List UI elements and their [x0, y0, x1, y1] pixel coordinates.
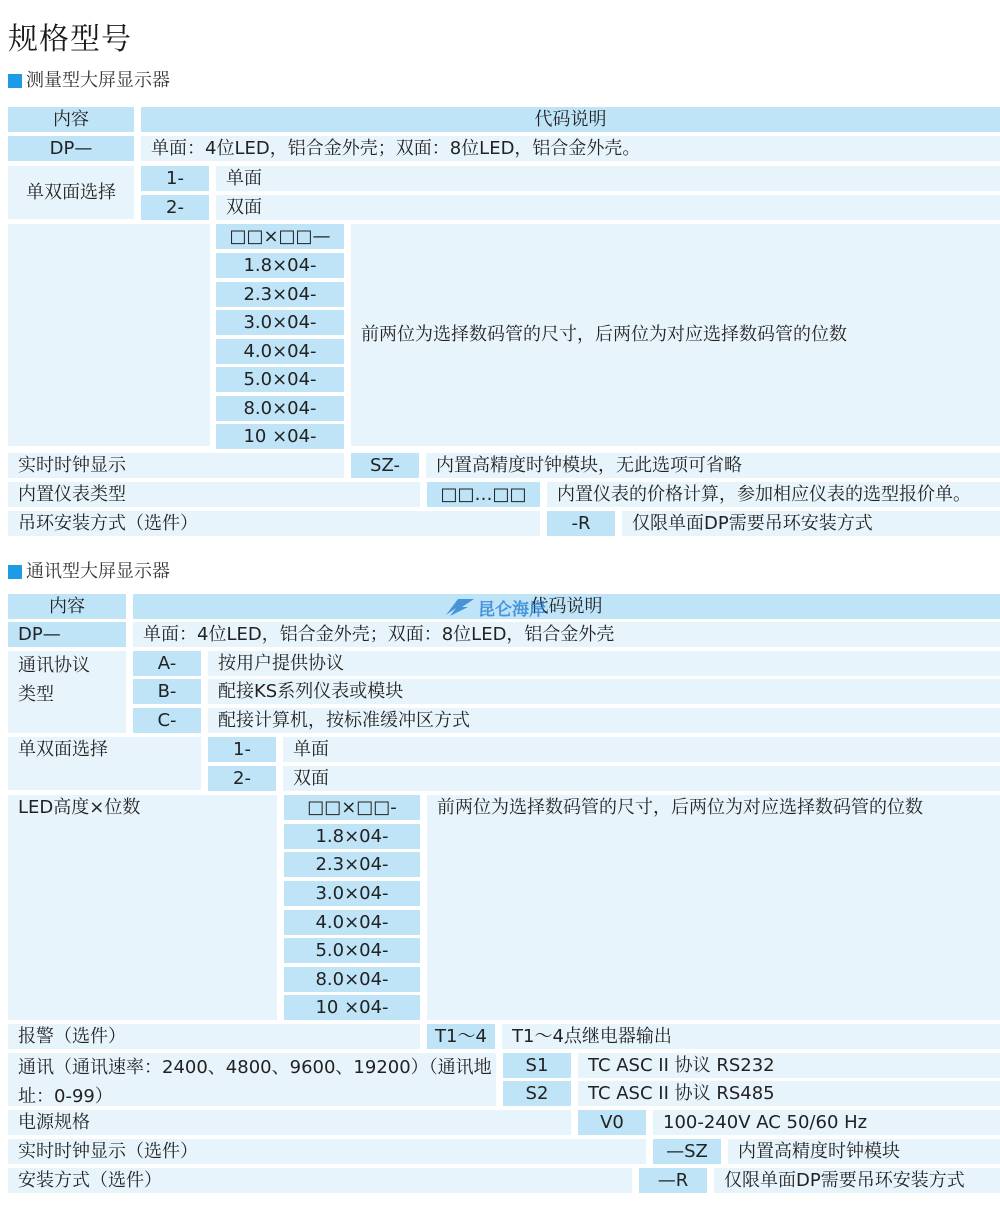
mount-label: 安装方式（选件） [8, 1168, 632, 1193]
size-desc: 前两位为选择数码管的尺寸，后两位为对应选择数码管的位数 [351, 224, 1000, 446]
size-code: 2.3×04- [284, 852, 420, 877]
clock-desc: 内置高精度时钟模块，无此选项可省略 [426, 453, 1000, 478]
meter-code: □□…□□ [427, 482, 540, 507]
size-code: 2.3×04- [216, 282, 344, 307]
size-code: 10 ×04- [216, 424, 344, 449]
section-measurement-title [8, 70, 170, 92]
dp-desc: 单面：4位LED，铝合金外壳；双面：8位LED，铝合金外壳。 [141, 136, 1000, 161]
size-code: 5.0×04- [284, 938, 420, 963]
clock-code: —SZ [653, 1139, 721, 1164]
page-title: 规格型号 [8, 22, 132, 57]
size-code: 3.0×04- [284, 881, 420, 906]
dp-code: DP— [8, 622, 126, 647]
protocol-desc-c: 配接计算机，按标准缓冲区方式 [208, 708, 1000, 733]
sides-desc-2: 双面 [283, 766, 1000, 791]
size-code: 8.0×04- [216, 396, 344, 421]
power-label: 电源规格 [8, 1110, 571, 1135]
protocol-label [8, 651, 126, 733]
power-code: V0 [578, 1110, 646, 1135]
dp-desc: 单面：4位LED，铝合金外壳；双面：8位LED，铝合金外壳 [133, 622, 1000, 647]
mount-code: -R [547, 511, 615, 536]
protocol-label-line1: 通讯协议 [18, 655, 90, 676]
size-code: 4.0×04- [216, 339, 344, 364]
comm-label-line1: 通讯（通讯速率：2400、4800、9600、19200）（通讯地 [18, 1057, 492, 1078]
sides-desc-1: 单面 [283, 737, 1000, 762]
size-code: 1.8×04- [284, 824, 420, 849]
comm-label-line2: 址：0-99） [18, 1086, 113, 1107]
protocol-desc-b: 配接KS系列仪表或模块 [208, 679, 1000, 704]
square-bullet-icon [8, 74, 22, 88]
logo-text: 昆仑海岸 [478, 599, 546, 620]
comm-code-s2: S2 [503, 1081, 571, 1106]
clock-code: SZ- [351, 453, 419, 478]
header-code-desc: 代码说明 [133, 594, 1000, 619]
comm-code-s1: S1 [503, 1053, 571, 1078]
meter-label: 内置仪表类型 [8, 482, 420, 507]
comm-desc-s1: TC ASC II 协议 RS232 [578, 1053, 1000, 1078]
clock-desc: 内置高精度时钟模块 [728, 1139, 1000, 1164]
size-code: 8.0×04- [284, 967, 420, 992]
comm-desc-s2: TC ASC II 协议 RS485 [578, 1081, 1000, 1106]
sides-desc-2: 双面 [216, 195, 1000, 220]
size-pattern: □□×□□- [284, 795, 420, 820]
protocol-code-a: A- [133, 651, 201, 676]
mount-desc: 仅限单面DP需要吊环安装方式 [622, 511, 1000, 536]
header-code-desc: 代码说明 [141, 107, 1000, 132]
sides-code-2: 2- [208, 766, 276, 791]
alarm-code: T1～4 [427, 1024, 495, 1049]
protocol-label-line2: 类型 [18, 684, 54, 705]
section-title-text: 测量型大屏显示器 [26, 70, 170, 91]
size-code: 4.0×04- [284, 910, 420, 935]
company-logo [444, 596, 546, 618]
sides-code-2: 2- [141, 195, 209, 220]
size-pattern: □□×□□— [216, 224, 344, 249]
size-code: 1.8×04- [216, 253, 344, 278]
dp-code: DP— [8, 136, 134, 161]
power-desc: 100-240V AC 50/60 Hz [653, 1110, 1000, 1135]
size-code: 3.0×04- [216, 310, 344, 335]
size-code: 5.0×04- [216, 367, 344, 392]
alarm-desc: T1～4点继电器输出 [502, 1024, 1000, 1049]
section-title-text: 通讯型大屏显示器 [26, 561, 170, 582]
comm-label [8, 1053, 496, 1106]
sides-code-1: 1- [208, 737, 276, 762]
meter-desc: 内置仪表的价格计算，参加相应仪表的选型报价单。 [547, 482, 1000, 507]
clock-label: 实时时钟显示（选件） [8, 1139, 646, 1164]
protocol-code-b: B- [133, 679, 201, 704]
alarm-label: 报警（选件） [8, 1024, 420, 1049]
clock-label: 实时时钟显示 [8, 453, 344, 478]
sides-label: 单双面选择 [8, 166, 134, 219]
protocol-desc-a: 按用户提供协议 [208, 651, 1000, 676]
mount-desc: 仅限单面DP需要吊环安装方式 [714, 1168, 1000, 1193]
lightning-logo-icon [444, 597, 476, 617]
mount-code: —R [639, 1168, 707, 1193]
sides-code-1: 1- [141, 166, 209, 191]
size-code: 10 ×04- [284, 995, 420, 1020]
size-label: LED高度×位数 [8, 795, 277, 1020]
size-label-empty [8, 224, 210, 446]
size-desc: 前两位为选择数码管的尺寸，后两位为对应选择数码管的位数 [427, 795, 1000, 1020]
mount-label: 吊环安装方式（选件） [8, 511, 540, 536]
header-content: 内容 [8, 594, 126, 619]
sides-desc-1: 单面 [216, 166, 1000, 191]
section-communication-title [8, 561, 170, 583]
header-content: 内容 [8, 107, 134, 132]
square-bullet-icon [8, 565, 22, 579]
sides-label: 单双面选择 [8, 737, 201, 790]
protocol-code-c: C- [133, 708, 201, 733]
